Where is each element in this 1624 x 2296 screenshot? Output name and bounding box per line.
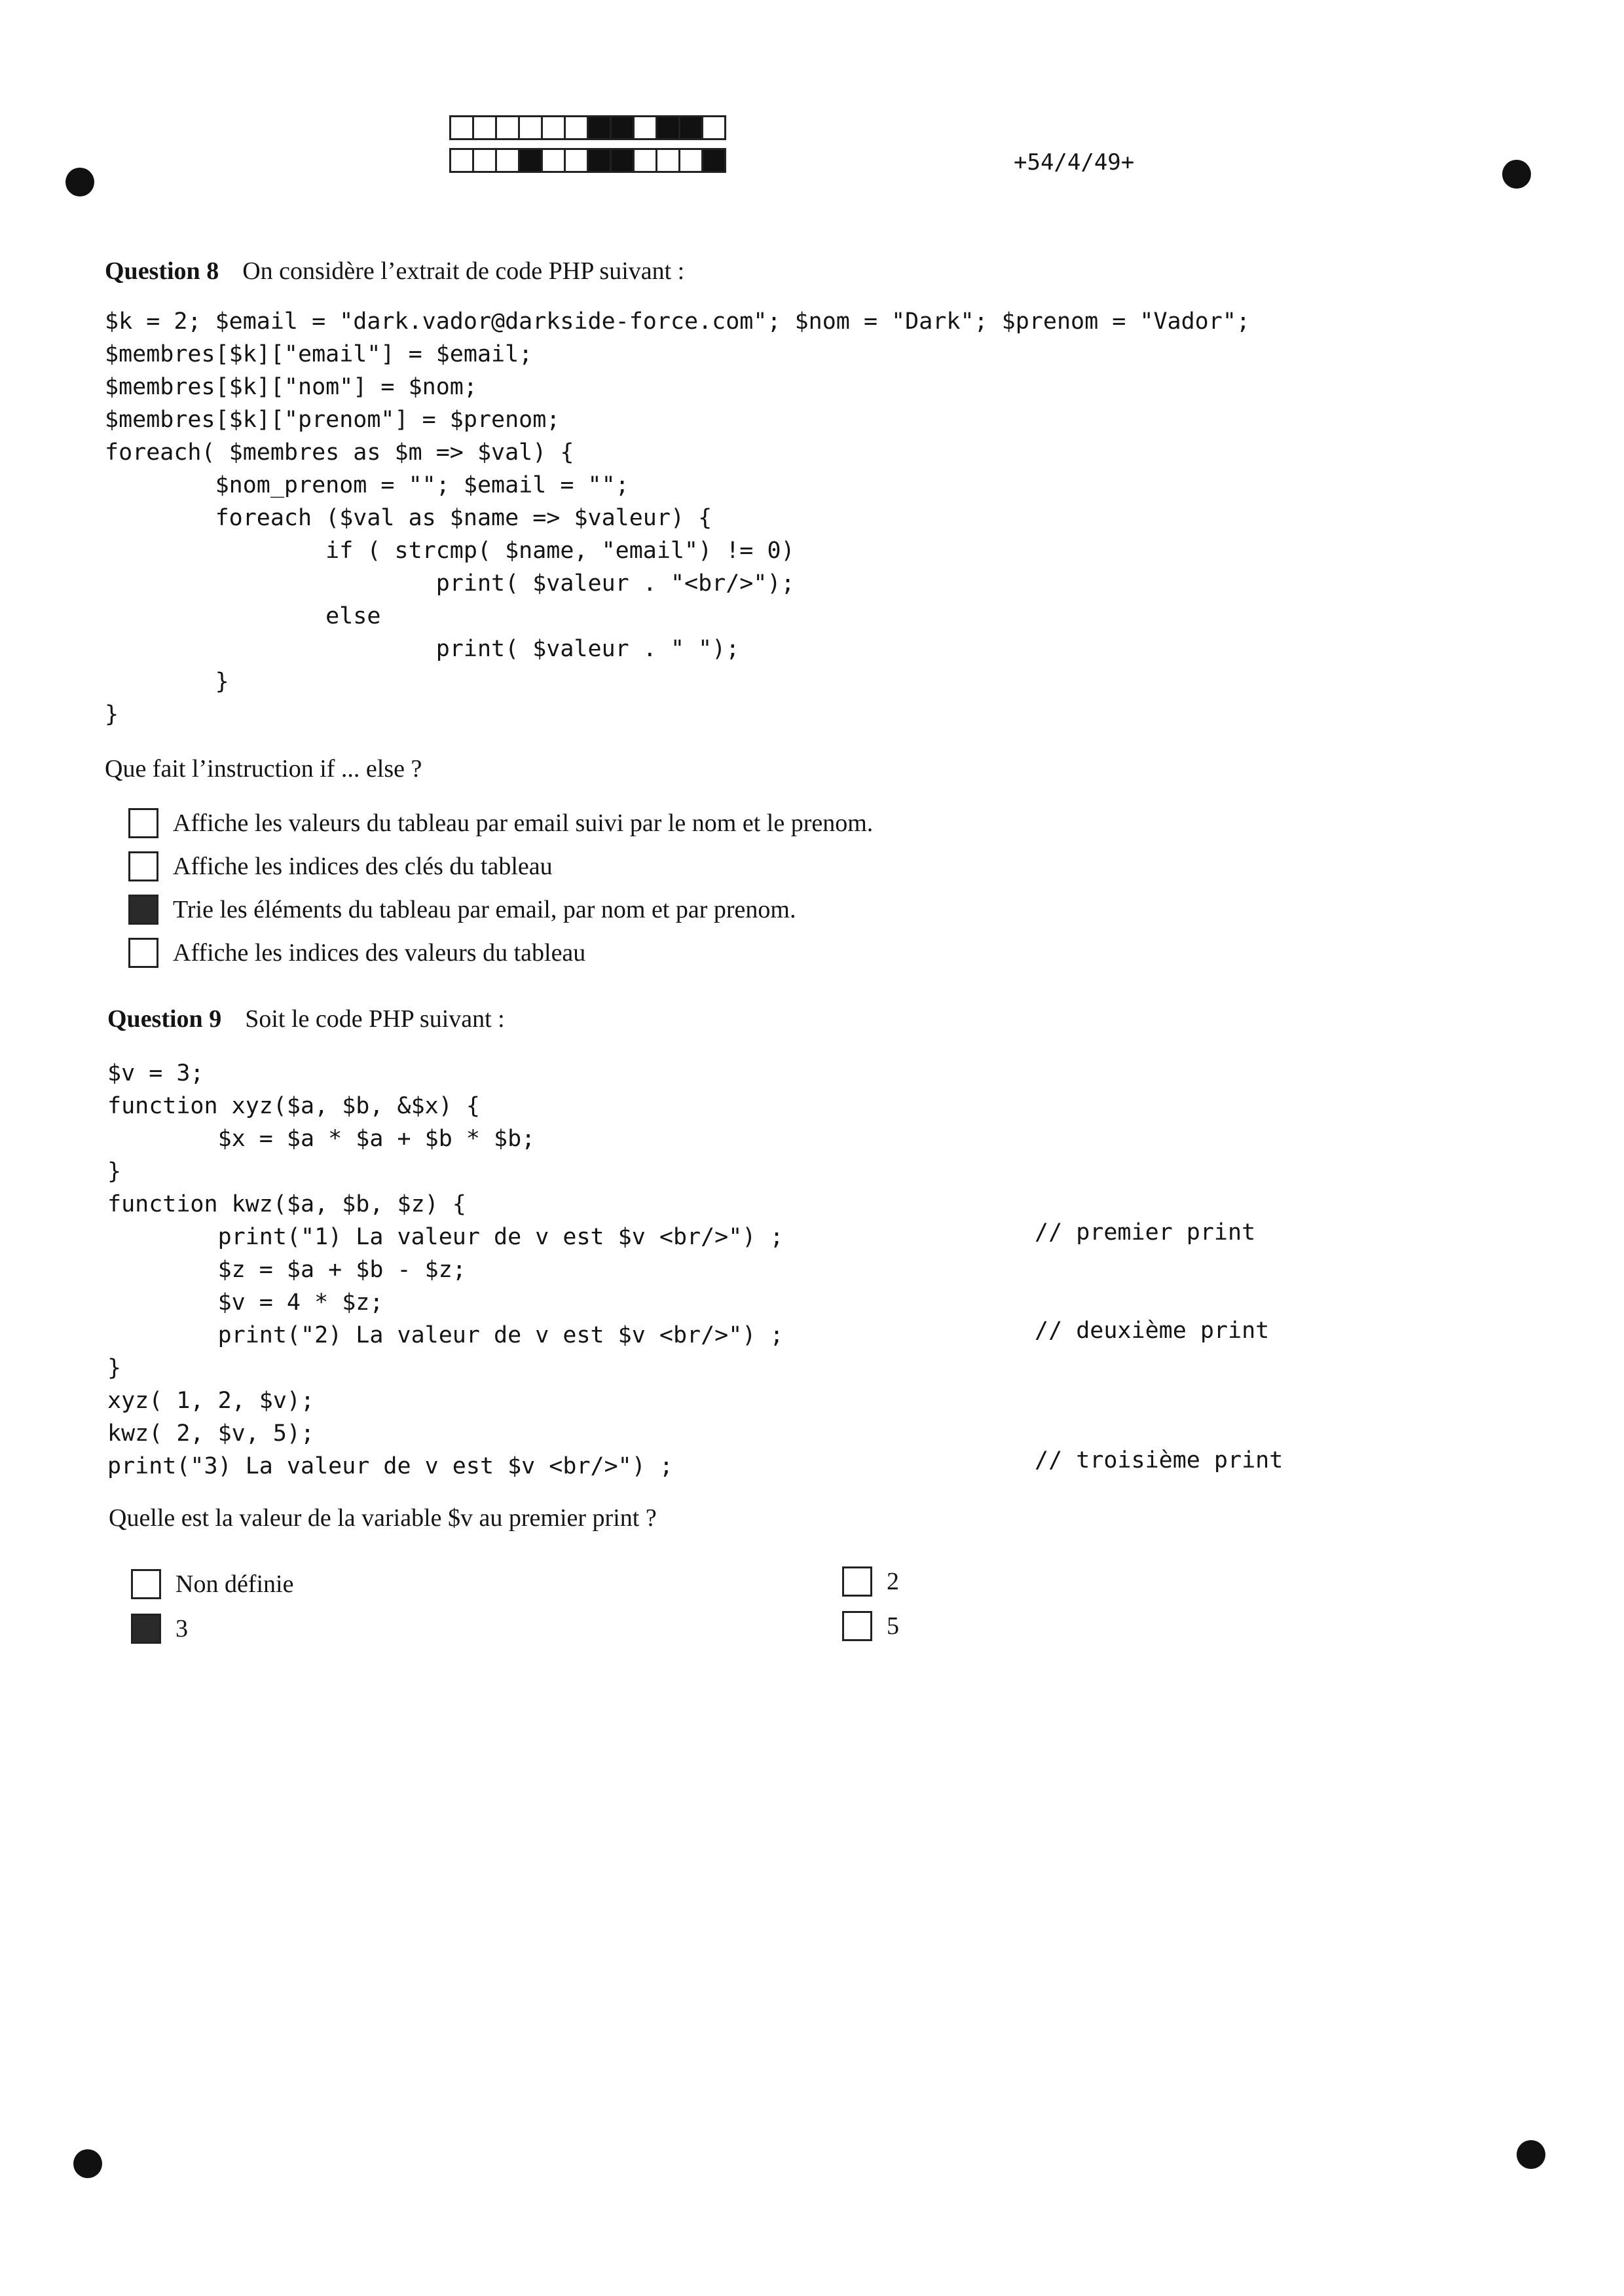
checkbox[interactable] xyxy=(128,938,158,968)
question-8-option-4[interactable] xyxy=(128,938,585,968)
question-9-code: $v = 3; function xyz($a, $b, &$x) { $x = $a * $a + $b * $b; } function kwz($a, $b, $z) { print("1) La valeur de v est $v <br/>") ; $z = $a + $b - $z; $v = 4 * $z; print("2) La valeur de v est $v <br/>") ; } xyz( 1, 2, $v); kwz( 2, $v, 5); print("3) La valeur de v est $v <br/>") ; xyxy=(107,1060,784,1479)
barcode-cell xyxy=(587,115,612,140)
barcode-cell xyxy=(655,115,680,140)
checkbox[interactable] xyxy=(131,1569,161,1599)
registration-mark-top-right xyxy=(1502,160,1531,189)
barcode-cell xyxy=(678,115,703,140)
registration-mark-bottom-right xyxy=(1517,2140,1545,2169)
barcode-cell xyxy=(610,115,635,140)
question-9-number: Question 9 xyxy=(107,1005,222,1033)
question-8-option-3[interactable] xyxy=(128,895,796,925)
comment-deuxieme-print: // deuxième print xyxy=(1035,1318,1270,1344)
barcode-cell xyxy=(518,148,543,173)
option-label: 2 xyxy=(887,1568,899,1595)
question-8-statement: On considère l’extrait de code PHP suivant : xyxy=(242,257,685,285)
question-8-heading xyxy=(105,257,684,286)
barcode-cell xyxy=(472,148,497,173)
barcode-cell xyxy=(541,115,566,140)
barcode-cell xyxy=(587,148,612,173)
checkbox[interactable] xyxy=(128,851,158,881)
checkbox[interactable] xyxy=(128,895,158,925)
question-9-statement: Soit le code PHP suivant : xyxy=(245,1005,505,1033)
question-8-option-2[interactable] xyxy=(128,851,553,881)
barcode-cell xyxy=(564,115,589,140)
barcode-cell xyxy=(449,115,474,140)
comment-troisieme-print: // troisième print xyxy=(1035,1447,1283,1473)
registration-mark-top-left xyxy=(65,168,94,196)
question-8-code: $k = 2; $email = "dark.vador@darkside-force.com"; $nom = "Dark"; $prenom = "Vador"; $membres[$k]["email"] = $email; $membres[$k]["nom"] = $nom; $membres[$k]["prenom"] = $prenom; foreach( $membres as $m => $val) { $nom_prenom = ""; $email = ""; foreach ($val as $name => $valeur) { if ( strcmp( $name, "email") != 0) print( $valeur . "<br/>"); else print( $valeur . " "); } } xyxy=(105,308,1250,728)
barcode-cell xyxy=(495,115,520,140)
option-label: Affiche les indices des clés du tableau xyxy=(173,853,553,880)
question-9-heading xyxy=(107,1005,505,1033)
barcode-cell xyxy=(564,148,589,173)
barcode-row-bottom xyxy=(449,148,724,173)
option-label: 5 xyxy=(887,1612,899,1640)
question-9-option-non-definie[interactable] xyxy=(131,1569,293,1599)
question-9-option-5[interactable] xyxy=(842,1611,899,1641)
barcode-row-top xyxy=(449,115,724,140)
option-label: Trie les éléments du tableau par email, par nom et par prenom. xyxy=(173,896,796,923)
barcode-cell xyxy=(633,148,657,173)
checkbox[interactable] xyxy=(842,1566,872,1597)
registration-mark-bottom-left xyxy=(73,2149,102,2178)
barcode-cell xyxy=(472,115,497,140)
checkbox[interactable] xyxy=(131,1614,161,1644)
barcode-cell xyxy=(518,115,543,140)
barcode-cell xyxy=(541,148,566,173)
comment-premier-print: // premier print xyxy=(1035,1219,1256,1246)
question-8-number: Question 8 xyxy=(105,257,219,285)
barcode-cell xyxy=(678,148,703,173)
checkbox[interactable] xyxy=(128,808,158,838)
option-label: Affiche les indices des valeurs du tableau xyxy=(173,939,586,967)
option-label: Affiche les valeurs du tableau par email suivi par le nom et le prenom. xyxy=(173,809,874,837)
option-label: Non définie xyxy=(175,1570,294,1598)
option-label: 3 xyxy=(175,1615,188,1642)
barcode-cell xyxy=(610,148,635,173)
question-9-prompt: Quelle est la valeur de la variable $v au premier print ? xyxy=(109,1504,657,1532)
page-id: +54/4/49+ xyxy=(1014,149,1135,176)
question-8-option-1[interactable] xyxy=(128,808,873,838)
barcode-cell xyxy=(701,148,726,173)
barcode-cell xyxy=(701,115,726,140)
barcode-cell xyxy=(449,148,474,173)
barcode-cell xyxy=(633,115,657,140)
question-9-option-3[interactable] xyxy=(131,1614,188,1644)
question-9-option-2[interactable] xyxy=(842,1566,899,1597)
barcode-cell xyxy=(495,148,520,173)
question-8-prompt: Que fait l’instruction if ... else ? xyxy=(105,755,422,783)
checkbox[interactable] xyxy=(842,1611,872,1641)
barcode-cell xyxy=(655,148,680,173)
